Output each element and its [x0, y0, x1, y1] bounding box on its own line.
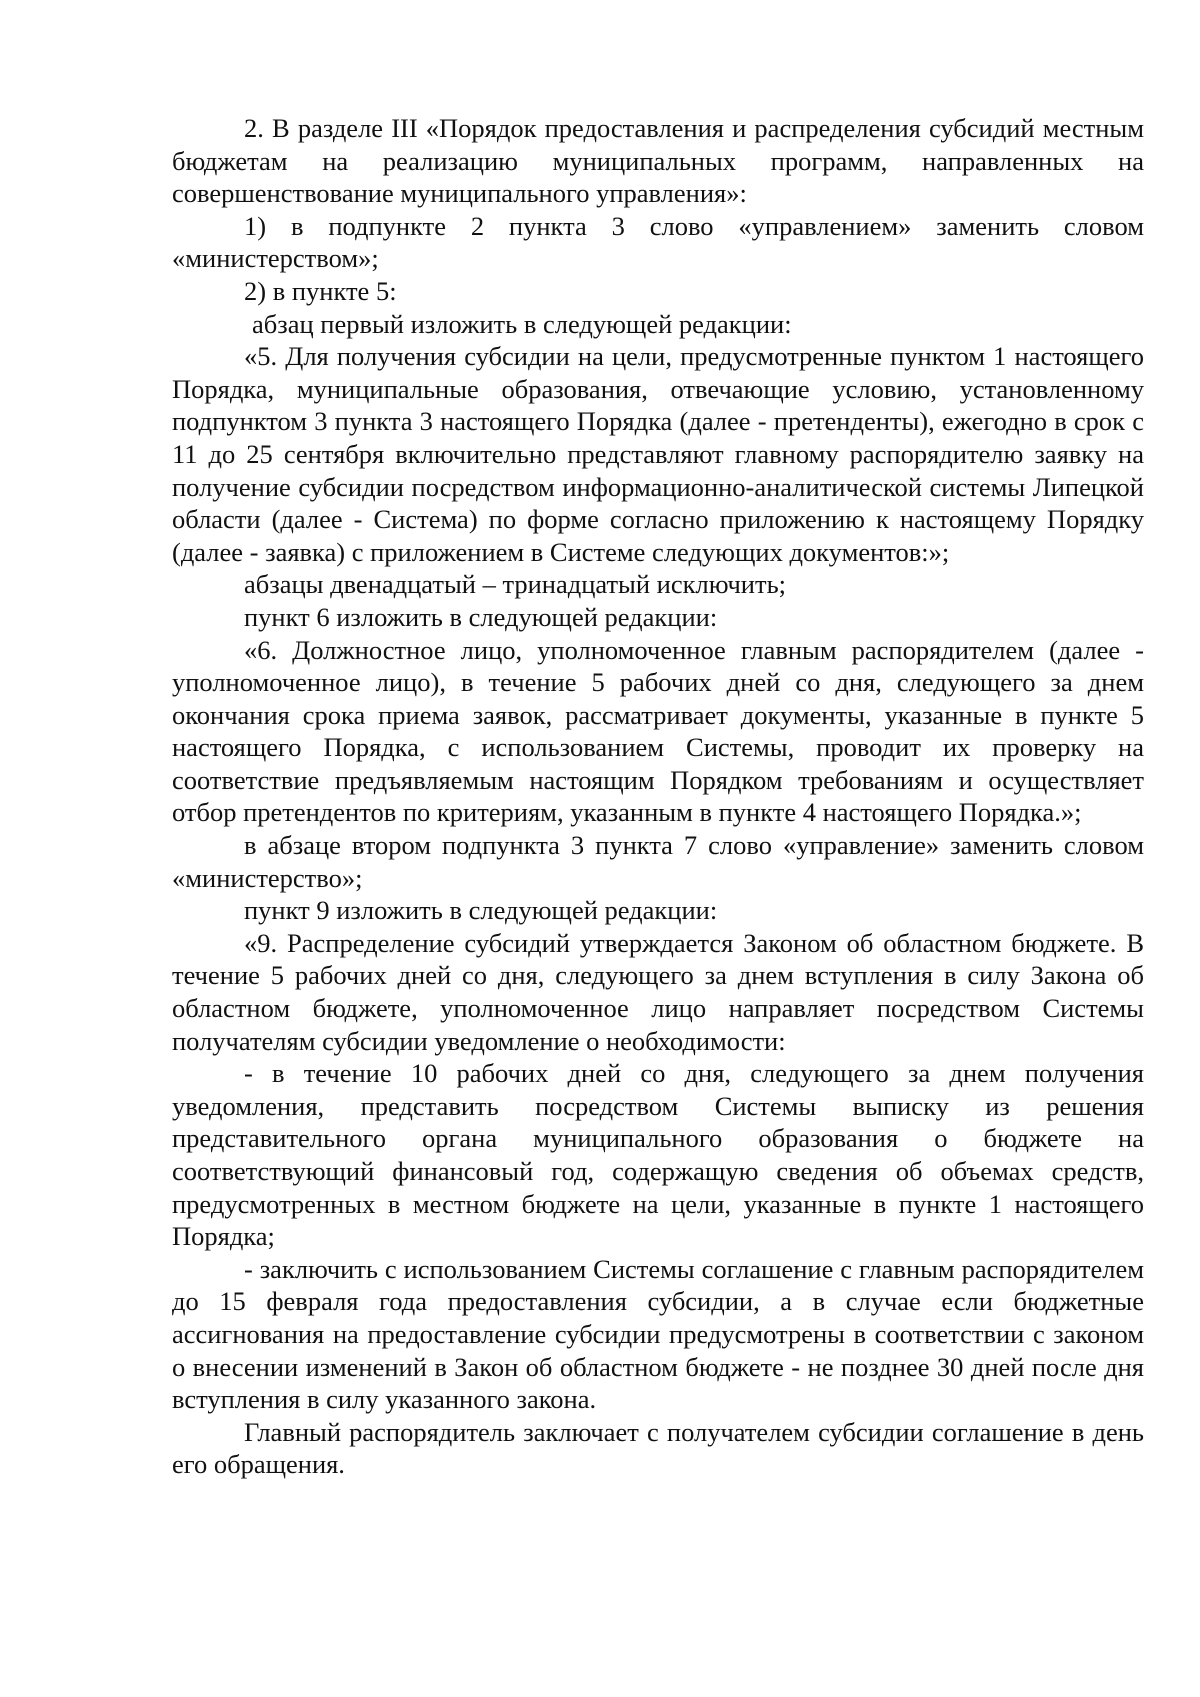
paragraph-first-abzac: абзац первый изложить в следующей редакции:	[252, 308, 792, 339]
paragraph-list-item-2: - заключить с использованием Системы соглашение с главным распорядителем до 15 февраля года предоставления субсидии, а в случае если бюджетные ассигнования на предоставление субсидии предусмотрены в соответствии с законом о внесении изменений в Закон об областном бюджете - не позднее 30 дней после дня вступления в силу указанного закона.	[172, 1253, 1144, 1415]
paragraph-point-9-intro: пункт 9 изложить в следующей редакции:	[244, 895, 718, 926]
paragraph-item-1: 1) в подпункте 2 пункта 3 слово «управлением» заменить словом «министерством»;	[172, 210, 1144, 274]
paragraph-point-9-text: «9. Распределение субсидий утверждается Законом об областном бюджете. В течение 5 рабочих дней со дня, следующего за днем вступления в силу Закона об областном бюджете, уполномоченное лицо направляет посредством Системы получателям субсидии уведомление о необходимости:	[172, 927, 1144, 1056]
paragraph-list-item-1: - в течение 10 рабочих дней со дня, следующего за днем получения уведомления, представить посредством Системы выписку из решения представительного органа муниципального образования о бюджете на соответствующий финансовый год, содержащую сведения об объемах средств, предусмотренных в местном бюджете на цели, указанные в пункте 1 настоящего Порядка;	[172, 1058, 1144, 1252]
paragraph-item-2: 2) в пункте 5:	[244, 275, 397, 306]
paragraph-section-3-heading: 2. В разделе III «Порядок предоставления и распределения субсидий местным бюджетам на реализацию муниципальных программ, направленных на совершенствование муниципального управления»:	[172, 113, 1144, 209]
paragraph-point-6-text: «6. Должностное лицо, уполномоченное главным распорядителем (далее - уполномоченное лицо), в течение 5 рабочих дней со дня, следующего за днем окончания срока приема заявок, рассматривает документы, указанные в пункте 5 настоящего Порядка, с использованием Системы, проводит их проверку на соответствие предъявляемым настоящим Порядком требованиям и осуществляет отбор претендентов по критериям, указанным в пункте 4 настоящего Порядка.»;	[172, 634, 1144, 828]
document-body	[172, 112, 1144, 1481]
paragraph-abzac-exclude: абзацы двенадцатый – тринадцатый исключить;	[244, 569, 787, 600]
paragraph-point-7-change: в абзаце втором подпункта 3 пункта 7 слово «управление» заменить словом «министерство»;	[172, 830, 1144, 893]
paragraph-point-6-intro: пункт 6 изложить в следующей редакции:	[244, 601, 718, 632]
paragraph-point-5-text: «5. Для получения субсидии на цели, предусмотренные пунктом 1 настоящего Порядка, муниципальные образования, отвечающие условию, установленному подпунктом 3 пункта 3 настоящего Порядка (далее - претенденты), ежегодно в срок с 11 до 25 сентября включительно представляют главному распорядителю заявку на получение субсидии посредством информационно-аналитической системы Липецкой области (далее - Система) по форме согласно приложению к настоящему Порядку (далее - заявка) с приложением в Системе следующих документов:»;	[172, 341, 1144, 567]
paragraph-final: Главный распорядитель заключает с получателем субсидии соглашение в день его обращения.	[172, 1416, 1144, 1480]
